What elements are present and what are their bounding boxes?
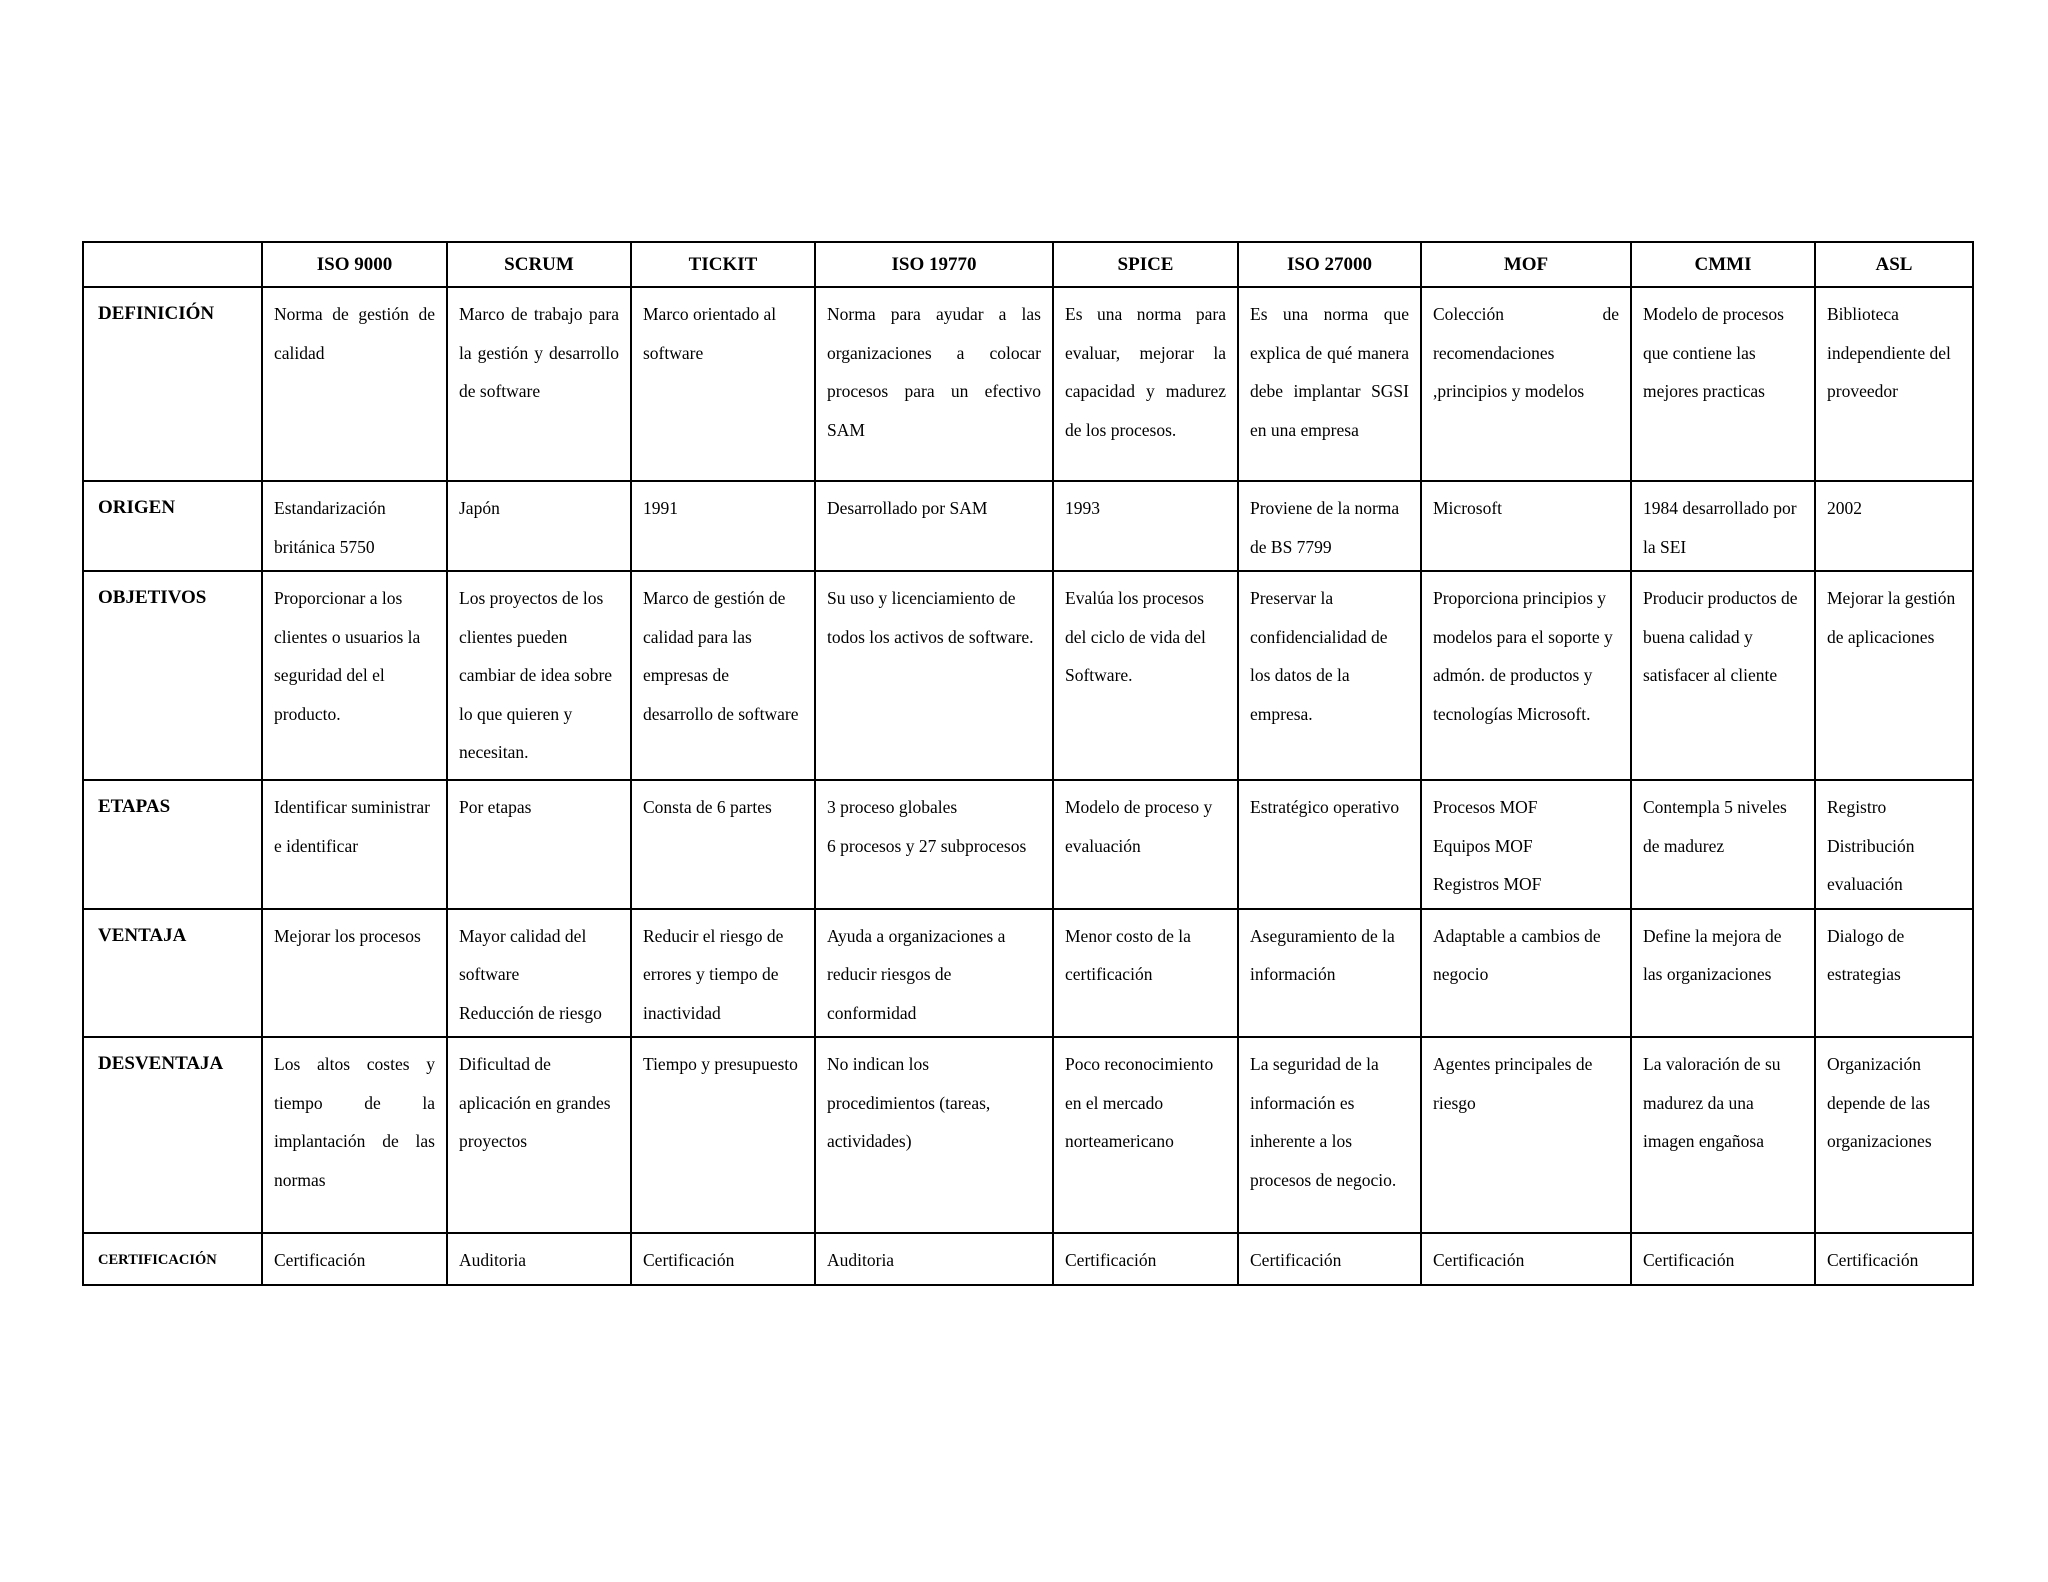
table-cell-scrum: Por etapas [447, 780, 631, 909]
table-cell-asl: Mejorar la gestión de aplicaciones [1815, 571, 1973, 780]
column-header-cmmi: CMMI [1631, 242, 1815, 287]
row-label: DEFINICIÓN [83, 287, 262, 481]
table-cell-mof: Agentes principales de riesgo [1421, 1037, 1631, 1233]
table-cell-tickit: Reducir el riesgo de errores y tiempo de inactividad [631, 909, 815, 1038]
table-cell-iso-19770: Auditoria [815, 1233, 1053, 1285]
table-cell-spice: Certificación [1053, 1233, 1238, 1285]
table-row [83, 909, 1973, 1038]
table-cell-cmmi: Producir productos de buena calidad y satisfacer al cliente [1631, 571, 1815, 780]
table-cell-iso-27000: Estratégico operativo [1238, 780, 1421, 909]
table-cell-cmmi: Certificación [1631, 1233, 1815, 1285]
header-row [83, 242, 1973, 287]
table-cell-asl: Certificación [1815, 1233, 1973, 1285]
row-label: ORIGEN [83, 481, 262, 571]
table-cell-iso-9000: Mejorar los procesos [262, 909, 447, 1038]
table-cell-iso-9000: Proporcionar a los clientes o usuarios la seguridad del el producto. [262, 571, 447, 780]
table-cell-iso-19770: Desarrollado por SAM [815, 481, 1053, 571]
table-cell-cmmi: La valoración de su madurez da una imagen engañosa [1631, 1037, 1815, 1233]
table-cell-iso-19770 [815, 780, 1053, 909]
table-cell-mof: Proporciona principios y modelos para el soporte y admón. de productos y tecnologías Microsoft. [1421, 571, 1631, 780]
column-header-iso-27000: ISO 27000 [1238, 242, 1421, 287]
table-cell-iso-19770: Norma para ayudar a las organizaciones a colocar procesos para un efectivo SAM [815, 287, 1053, 481]
column-header-iso-9000: ISO 9000 [262, 242, 447, 287]
table-cell-cmmi: 1984 desarrollado por la SEI [1631, 481, 1815, 571]
table-cell-iso-9000: Certificación [262, 1233, 447, 1285]
table-cell-mof: Certificación [1421, 1233, 1631, 1285]
table-cell-asl: Biblioteca independiente del proveedor [1815, 287, 1973, 481]
table-body [83, 287, 1973, 1285]
cell-line: 3 proceso globales [827, 797, 958, 817]
table-cell-iso-19770: Su uso y licenciamiento de todos los activos de software. [815, 571, 1053, 780]
cell-line: evaluación [1827, 874, 1903, 894]
corner-header-cell [83, 242, 262, 287]
table-cell-iso-9000: Identificar suministrar e identificar [262, 780, 447, 909]
table-cell-iso-9000: Norma de gestión de calidad [262, 287, 447, 481]
row-label: ETAPAS [83, 780, 262, 909]
table-cell-iso-9000: Los altos costes y tiempo de la implantación de las normas [262, 1037, 447, 1233]
table-cell-cmmi: Contempla 5 niveles de madurez [1631, 780, 1815, 909]
table-cell-tickit: Certificación [631, 1233, 815, 1285]
table-cell-iso-27000: Proviene de la norma de BS 7799 [1238, 481, 1421, 571]
column-header-spice: SPICE [1053, 242, 1238, 287]
cell-line: Registro [1827, 797, 1887, 817]
cell-line: 6 procesos y 27 subprocesos [827, 835, 1027, 856]
table-cell-iso-27000: Aseguramiento de la información [1238, 909, 1421, 1038]
table-row [83, 1037, 1973, 1233]
table-cell-spice: Poco reconocimiento en el mercado norteamericano [1053, 1037, 1238, 1233]
table-cell-mof: Microsoft [1421, 481, 1631, 571]
table-cell-scrum: Japón [447, 481, 631, 571]
column-header-asl: ASL [1815, 242, 1973, 287]
table-row [83, 780, 1973, 909]
table-cell-spice: Menor costo de la certificación [1053, 909, 1238, 1038]
comparison-table [82, 241, 1974, 1286]
table-cell-scrum: Auditoria [447, 1233, 631, 1285]
table-cell-iso-27000: Certificación [1238, 1233, 1421, 1285]
table-cell-iso-27000: Es una norma que explica de qué manera debe implantar SGSI en una empresa [1238, 287, 1421, 481]
table-cell-mof [1421, 780, 1631, 909]
row-label: VENTAJA [83, 909, 262, 1038]
table-cell-iso-19770: No indican los procedimientos (tareas, actividades) [815, 1037, 1053, 1233]
cell-line: Reducción de riesgo [459, 1002, 602, 1023]
table-cell-tickit: 1991 [631, 481, 815, 571]
table-row [83, 287, 1973, 481]
table-cell-spice: Evalúa los procesos del ciclo de vida del Software. [1053, 571, 1238, 780]
table-cell-scrum: Los proyectos de los clientes pueden cambiar de idea sobre lo que quieren y necesitan. [447, 571, 631, 780]
row-label: DESVENTAJA [83, 1037, 262, 1233]
column-header-scrum: SCRUM [447, 242, 631, 287]
table-cell-scrum [447, 909, 631, 1038]
table-cell-asl: 2002 [1815, 481, 1973, 571]
table-cell-tickit: Marco de gestión de calidad para las empresas de desarrollo de software [631, 571, 815, 780]
table-cell-cmmi: Define la mejora de las organizaciones [1631, 909, 1815, 1038]
cell-line: Procesos MOF [1433, 797, 1538, 817]
row-label: OBJETIVOS [83, 571, 262, 780]
table-cell-tickit: Tiempo y presupuesto [631, 1037, 815, 1233]
table-cell-cmmi: Modelo de procesos que contiene las mejores practicas [1631, 287, 1815, 481]
table-cell-spice: Modelo de proceso y evaluación [1053, 780, 1238, 909]
column-header-mof: MOF [1421, 242, 1631, 287]
column-header-tickit: TICKIT [631, 242, 815, 287]
table-row [83, 481, 1973, 571]
table-cell-tickit: Marco orientado al software [631, 287, 815, 481]
table-cell-iso-27000: Preservar la confidencialidad de los datos de la empresa. [1238, 571, 1421, 780]
table-cell-iso-27000: La seguridad de la información es inherente a los procesos de negocio. [1238, 1037, 1421, 1233]
table-row [83, 571, 1973, 780]
table-cell-iso-9000: Estandarización británica 5750 [262, 481, 447, 571]
row-label: CERTIFICACIÓN [83, 1233, 262, 1285]
column-header-iso-19770: ISO 19770 [815, 242, 1053, 287]
cell-line: Registros MOF [1433, 874, 1542, 894]
table-cell-scrum: Marco de trabajo para la gestión y desarrollo de software [447, 287, 631, 481]
cell-line: Distribución [1827, 835, 1915, 856]
table-cell-asl: Dialogo de estrategias [1815, 909, 1973, 1038]
table-cell-spice: 1993 [1053, 481, 1238, 571]
cell-line: Mayor calidad del software [459, 925, 587, 984]
table-cell-mof: Colección de recomendaciones ,principios y modelos [1421, 287, 1631, 481]
table-row [83, 1233, 1973, 1285]
table-cell-asl [1815, 780, 1973, 909]
table-cell-spice: Es una norma para evaluar, mejorar la capacidad y madurez de los procesos. [1053, 287, 1238, 481]
cell-line: Equipos MOF [1433, 835, 1533, 856]
table-cell-tickit: Consta de 6 partes [631, 780, 815, 909]
table-cell-mof: Adaptable a cambios de negocio [1421, 909, 1631, 1038]
table-cell-iso-19770: Ayuda a organizaciones a reducir riesgos de conformidad [815, 909, 1053, 1038]
table-cell-scrum: Dificultad de aplicación en grandes proyectos [447, 1037, 631, 1233]
table-cell-asl: Organización depende de las organizaciones [1815, 1037, 1973, 1233]
